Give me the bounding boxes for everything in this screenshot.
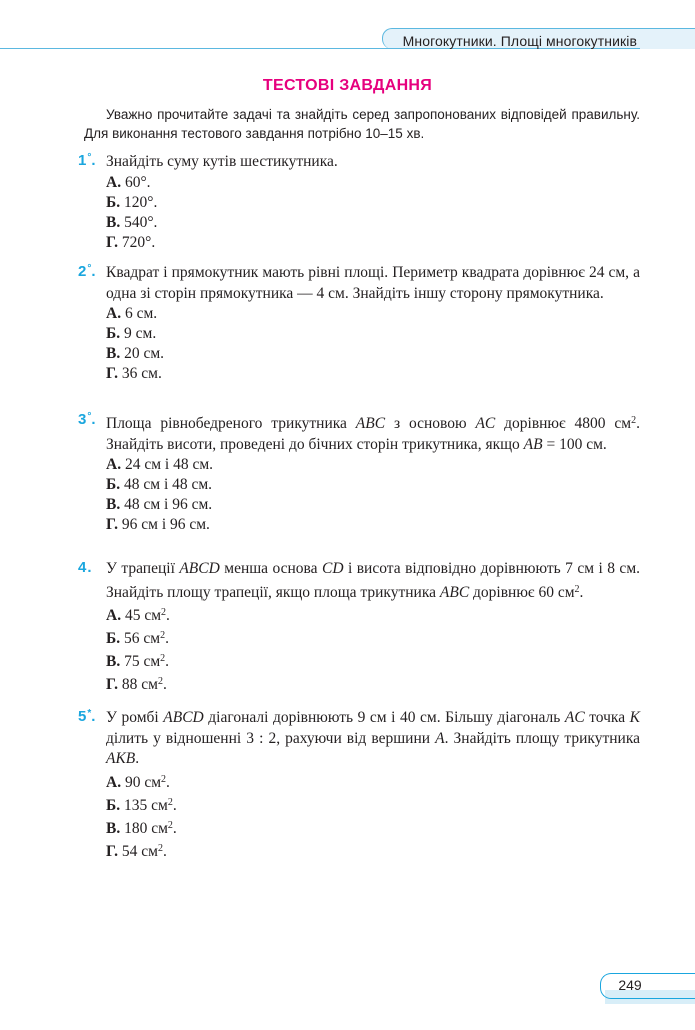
answer-option: Г. 720°. (106, 233, 156, 251)
task-number: 4. (78, 559, 92, 576)
answer-option: Б. 9 см. (106, 325, 157, 342)
task-1 (78, 152, 640, 253)
task-number: 2°. (78, 263, 96, 280)
answer-option: Г. 54 $см^2$. (106, 842, 167, 860)
task-question: Квадрат і прямокутник мають рівні площі. Периметр квадрата дорівнює 24 см, а одна зі сторін прямокутника — 4 см. Знайдіть іншу сторону прямокутника. (106, 264, 640, 302)
section-intro: Уважно прочитайте задачі та знайдіть серед запропонованих відповідей правильну. Для виконання тестового завдання потрібно 10–15 хв. (84, 107, 640, 141)
answer-option: А. 60°. (106, 173, 151, 191)
answer-option: В. 180 $см^2$. (106, 819, 177, 837)
task-4 (78, 559, 640, 695)
answer-options (106, 770, 640, 862)
answer-option: А. 24 см і 48 см. (106, 456, 214, 473)
answer-option: Б. 48 см і 48 см. (106, 476, 213, 493)
task-question: Знайдіть суму кутів шестикутника. (106, 153, 338, 170)
answer-options (106, 603, 640, 695)
answer-option: Б. 135 $см^2$. (106, 796, 177, 814)
page-number: 249 (618, 977, 642, 993)
task-2 (78, 263, 640, 384)
answer-options (106, 173, 640, 253)
task-number: 1°. (78, 152, 96, 169)
task-3 (78, 411, 640, 535)
task-question: Площа рівнобедреного трикутника ABC з основою AC дорівнює 4800 $см^2$. Знайдіть висоти, проведені до бічних сторін трикутника, якщо AB = 100 см. (106, 415, 640, 453)
answer-option: А. 45 $см^2$. (106, 607, 170, 624)
task-question: У трапеції ABCD менша основа CD і висота відповідно дорівнюють 7 см і 8 см. Знайдіть площу трапеції, якщо площа трикутника ABC дорівнює 60 $см^2$. (106, 560, 640, 601)
answer-option: Г. 36 см. (106, 365, 162, 382)
answer-options (106, 304, 640, 384)
answer-option: В. 75 $см^2$. (106, 653, 170, 670)
answer-options (106, 455, 640, 535)
answer-option: В. 540°. (106, 213, 158, 231)
answer-option: Б. 56 $см^2$. (106, 630, 169, 647)
task-number: 5*. (78, 708, 96, 725)
running-header: Многокутники. Площі многокутників (402, 33, 637, 49)
answer-option: В. 20 см. (106, 345, 165, 362)
answer-option: А. 6 см. (106, 305, 158, 322)
task-5 (78, 708, 640, 862)
answer-option: Б. 120°. (106, 193, 158, 211)
answer-option: Г. 96 см і 96 см. (106, 516, 210, 533)
section-title: ТЕСТОВІ ЗАВДАННЯ (262, 77, 433, 94)
answer-option: В. 48 см і 96 см. (106, 496, 213, 513)
task-number: 3°. (78, 411, 96, 428)
task-question: У ромбі ABCD діагоналі дорівнюють 9 см і 40 см. Більшу діагональ AC точка K ділить у відношенні 3 : 2, рахуючи від вершини A. Знайдіть площу трикутника AKB. (106, 709, 640, 767)
answer-option: Г. 88 $см^2$. (106, 676, 167, 693)
answer-option: А. 90 $см^2$. (106, 773, 170, 791)
